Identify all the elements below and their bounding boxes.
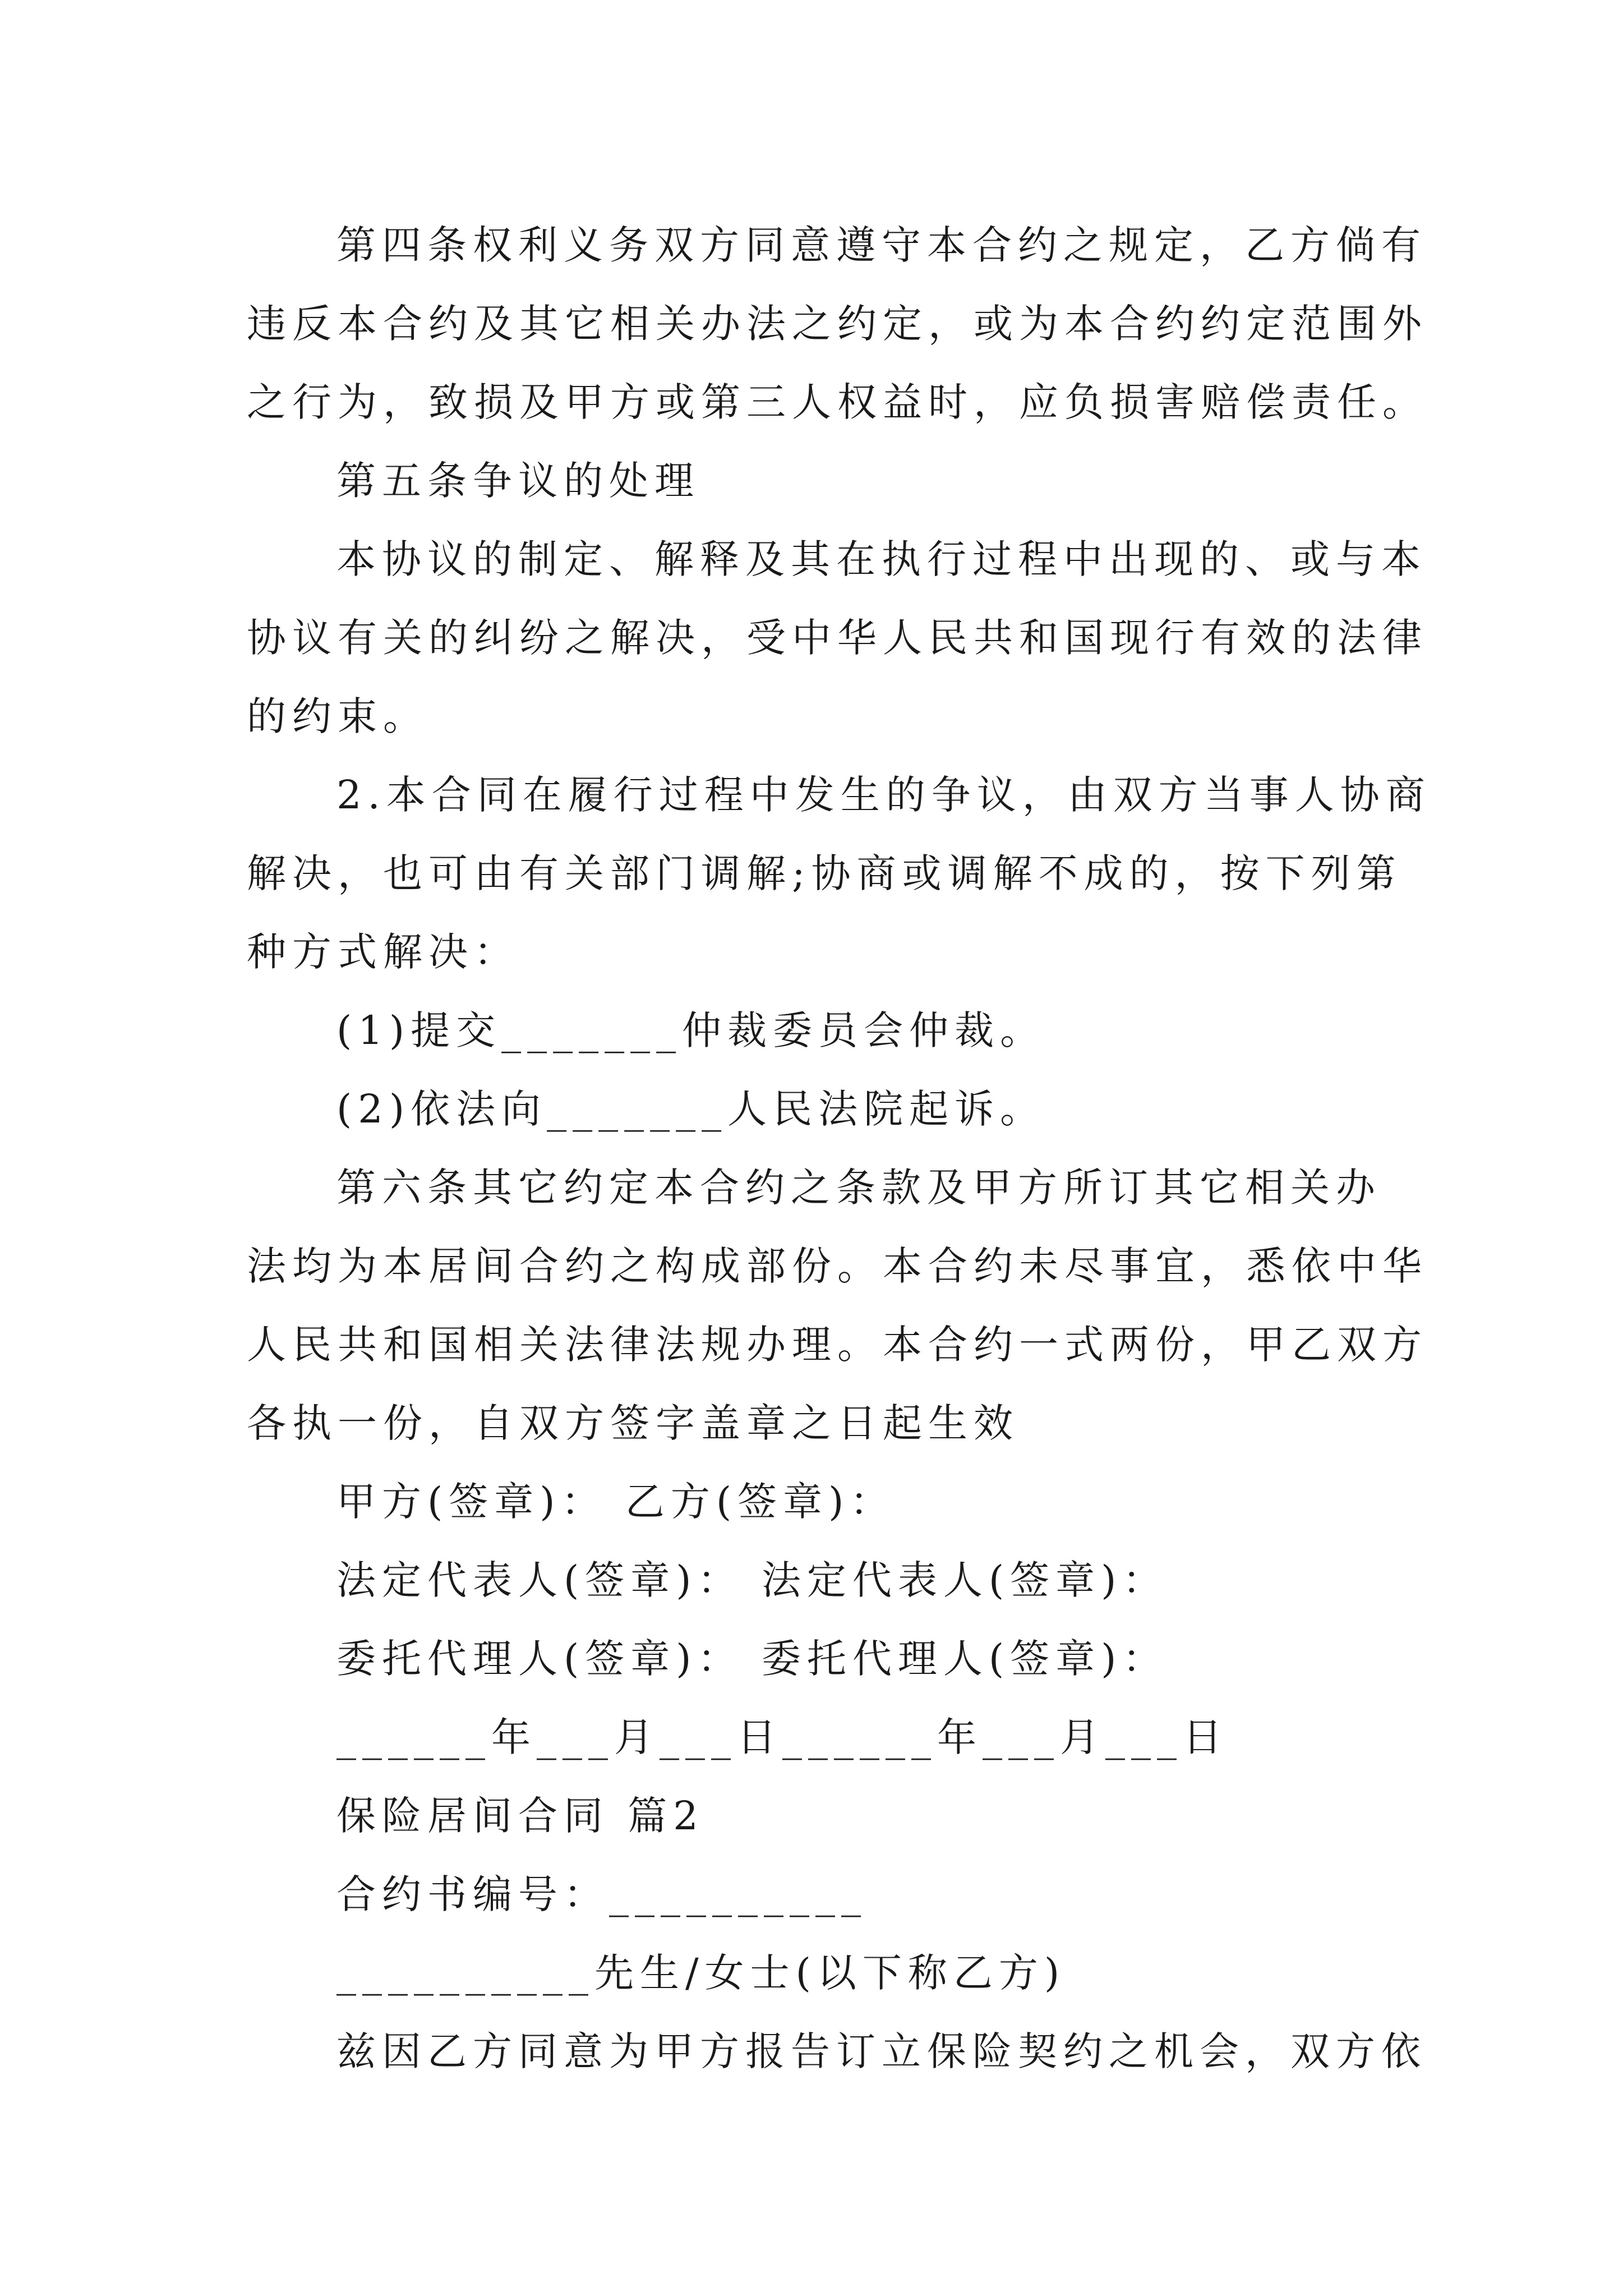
section-heading: 第五条争议的处理 — [336, 458, 700, 504]
paragraph-line: 兹因乙方同意为甲方报告订立保险契约之机会，双方依 — [336, 2028, 1427, 2074]
paragraph-line: 违反本合约及其它相关办法之约定，或为本合约约定范围外 — [247, 301, 1428, 347]
paragraph-line: 2.本合同在履行过程中发生的争议，由双方当事人协商 — [336, 772, 1431, 818]
document-title: 保险居间合同 篇2 — [336, 1793, 704, 1839]
option-line: (1)提交_______仲裁委员会仲裁。 — [336, 1007, 1046, 1053]
paragraph-line: 种方式解决： — [247, 929, 519, 975]
signature-line: 法定代表人(签章)： 法定代表人(签章)： — [336, 1557, 1168, 1603]
signature-line: 委托代理人(签章)： 委托代理人(签章)： — [336, 1636, 1168, 1682]
paragraph-line: 的约束。 — [247, 693, 428, 739]
paragraph-line: 第六条其它约定本合约之条款及甲方所订其它相关办 — [336, 1165, 1381, 1211]
paragraph-line: 第四条权利义务双方同意遵守本合约之规定，乙方倘有 — [336, 222, 1427, 268]
paragraph-line: 之行为，致损及甲方或第三人权益时，应负损害赔偿责任。 — [247, 379, 1428, 425]
paragraph-line: 法均为本居间合约之构成部份。本合约未尽事宜，悉依中华 — [247, 1243, 1428, 1289]
paragraph-line: 各执一份，自双方签字盖章之日起生效 — [247, 1400, 1019, 1446]
contract-number: 合约书编号：__________ — [336, 1871, 867, 1917]
party-line: __________先生/女士(以下称乙方) — [336, 1950, 1066, 1996]
paragraph-line: 解决，也可由有关部门调解;协商或调解不成的，按下列第 — [247, 850, 1402, 896]
signature-line: 甲方(签章)： 乙方(签章)： — [336, 1479, 896, 1525]
date-line: ______年___月___日______年___月___日 — [336, 1714, 1228, 1760]
paragraph-line: 人民共和国相关法律法规办理。本合约一式两份，甲乙双方 — [247, 1322, 1428, 1368]
paragraph-line: 协议有关的纠纷之解决，受中华人民共和国现行有效的法律 — [247, 615, 1428, 661]
option-line: (2)依法向_______人民法院起诉。 — [336, 1086, 1046, 1132]
paragraph-line: 本协议的制定、解释及其在执行过程中出现的、或与本 — [336, 536, 1427, 582]
